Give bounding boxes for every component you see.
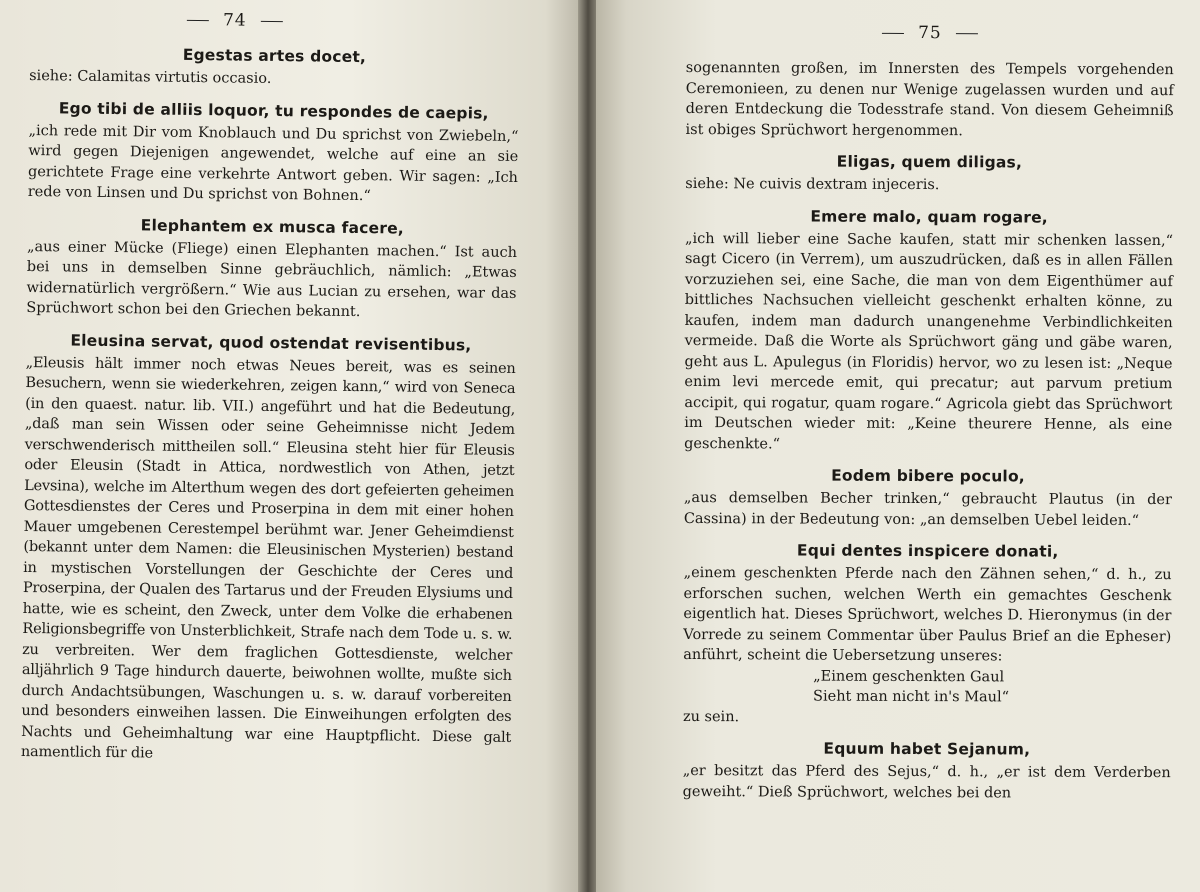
headword: Ego tibi de alliis loquor, tu respondes de caepis,	[58, 98, 489, 123]
entry-text: siehe: Ne cuivis dextram injeceris.	[685, 175, 940, 194]
entry-elephantem	[26, 214, 517, 324]
entry-text: „ich rede mit Dir vom Knoblauch und Du sprichst von Zwiebeln,“ wird gegen Diejenigen angewendet, welche auf eine an sie gerichtete Frage eine verkehrte Antwort geben. Wir sagen: „Ich rede von Linsen und Du sprichst von Bohnen.“	[27, 122, 519, 205]
entry-text-after-verse: zu sein.	[682, 708, 740, 725]
headword: Eleusina servat, quod ostendat revisentibus,	[70, 331, 472, 354]
headword: Equi dentes inspicere donati,	[796, 541, 1059, 561]
book-gutter	[578, 0, 598, 892]
headword: Elephantem ex musca facere,	[140, 215, 405, 238]
headword: Equum habet Sejanum,	[823, 739, 1031, 759]
dash-left	[187, 20, 209, 21]
dash-left	[882, 33, 904, 34]
entry-emere	[684, 206, 1173, 456]
entry-text: „aus demselben Becher trinken,“ gebraucht Plautus (in der Cassina) in der Bedeutung von: „an demselben Uebel leiden.“	[683, 489, 1172, 529]
entry-equum	[683, 739, 1171, 804]
entry-eligas	[685, 152, 1173, 197]
entry-eodem	[684, 466, 1172, 531]
headword: Egestas artes docet,	[182, 45, 367, 67]
entry-eleusina	[21, 330, 516, 768]
entry-egestas	[29, 44, 519, 92]
headword: Emere malo, quam rogare,	[810, 207, 1048, 227]
entry-text: siehe: Calamitas virtutis occasio.	[29, 67, 272, 87]
entry-ego-tibi	[28, 98, 519, 208]
right-page	[596, 0, 1200, 892]
right-page-content	[683, 22, 1174, 804]
left-page-number: 74	[0, 8, 480, 34]
left-page	[0, 0, 580, 892]
entry-text: „ich will lieber eine Sache kaufen, statt mir schenken lassen,“ sagt Cicero (in Verrem), um auszudrücken, daß es in allen Fällen vorzuziehen sei, eine Sache, die man von dem Eigenthümer auf bittliches Nachsuchen vielleicht geschenkt erhalten könne, zu kaufen, indem man dadurch unangenehme Verbindlichkeiten vermeide. Daß die Worte als Sprüchwort gäng und gäbe waren, geht aus L. Apulegus (in Floridis) hervor, wo zu lesen ist: „Neque enim levi mercede emit, qui precatur; aut parvum pretium accipit, qui rogatur, quam rogare.“ Agricola giebt das Sprüchwort im Deutschen wieder mit: „Keine theurere Henne, als eine geschenkte.“	[684, 230, 1174, 452]
headword: Eligas, quem diligas,	[836, 152, 1023, 172]
right-page-number: 75	[686, 22, 1174, 44]
headword: Eodem bibere poculo,	[831, 466, 1025, 486]
entry-text: „er besitzt das Pferd des Sejus,“ d. h., „er ist dem Verderben geweiht.“ Dieß Sprüchwort, welches bei den	[682, 762, 1171, 801]
entry-equi-dentes	[683, 541, 1172, 729]
entry-text: „einem geschenkten Pferde nach den Zähnen sehen,“ d. h., zu erforschen suchen, welchen Werth ein gemachtes Geschenk eigentlich hat. Dieses Sprüchwort, welches D. Hieronymus (in der Vorrede zu seinem Commentar über Paulus Brief an die Epheser) anführt, scheint die Uebersetzung unseres:	[683, 564, 1172, 665]
continuation-text: sogenannten großen, im Innersten des Tempels vorgehenden Ceremonieen, zu denen nur Wenige zugelassen wurden und auf deren Entdeckung die Todesstrafe stand. Von diesem Geheimniß ist obiges Sprüchwort hergenommen.	[685, 59, 1174, 139]
dash-right	[956, 33, 978, 34]
left-page-content	[21, 8, 520, 768]
entry-text: „Eleusis hält immer noch etwas Neues bereit, was es seinen Besuchern, wenn sie wiederkehren, zeigen kann,“ wird von Seneca (in den quaest. natur. lib. VII.) angeführt und hat die Bedeutung, „daß man sein Wissen oder seine Geheimnisse nicht Jedem verschwenderisch mittheilen soll.“ Eleusina steht hier für Eleusis oder Eleusin (Stadt in Attica, nordwestlich von Athen, jetzt Levsina), welche im Alterthum wegen des dort gefeierten geheimen Gottesdienstes der Ceres und Proserpina in dem mit einer hohen Mauer umgebenen Cerestempel berühmt war. Jener Geheimdienst (bekannt unter dem Namen: die Eleusinischen Mysterien) bestand in mystischen Vorstellungen der Geschichte der Ceres und Proserpina, der Qualen des Tartarus und der Freuden Elysiums und hatte, wie es scheint, den Zweck, unter dem Volke die erhabenen Religionsbegriffe von Unsterblichkeit, Strafe nach dem Tode u. s. w. zu verbreiten. Wer dem fraglichen Gottesdienste, welcher alljährlich 9 Tage hindurch dauerte, beiwohnen wollte, mußte sich durch Andachtsübungen, Waschungen u. s. w. darauf vorbereiten und besonders einweihen lassen. Die Einweihungen erfolgten des Nachts und Geheimhaltung war eine Hauptpflicht. Diese galt namentlich für die	[20, 354, 516, 762]
dash-right	[261, 21, 283, 22]
verse-line: Sieht man nicht in's Maul“	[813, 688, 1010, 706]
verse-line: „Einem geschenkten Gaul	[813, 668, 1005, 685]
entry-text: „aus einer Mücke (Fliege) einen Elephanten machen.“ Ist auch bei uns in demselben Sinne gebräuchlich, nämlich: „Etwas widernatürlich vergrößern.“ Wie aus Lucian zu ersehen, war das Sprüchwort schon bei den Griechen bekannt.	[26, 238, 518, 321]
